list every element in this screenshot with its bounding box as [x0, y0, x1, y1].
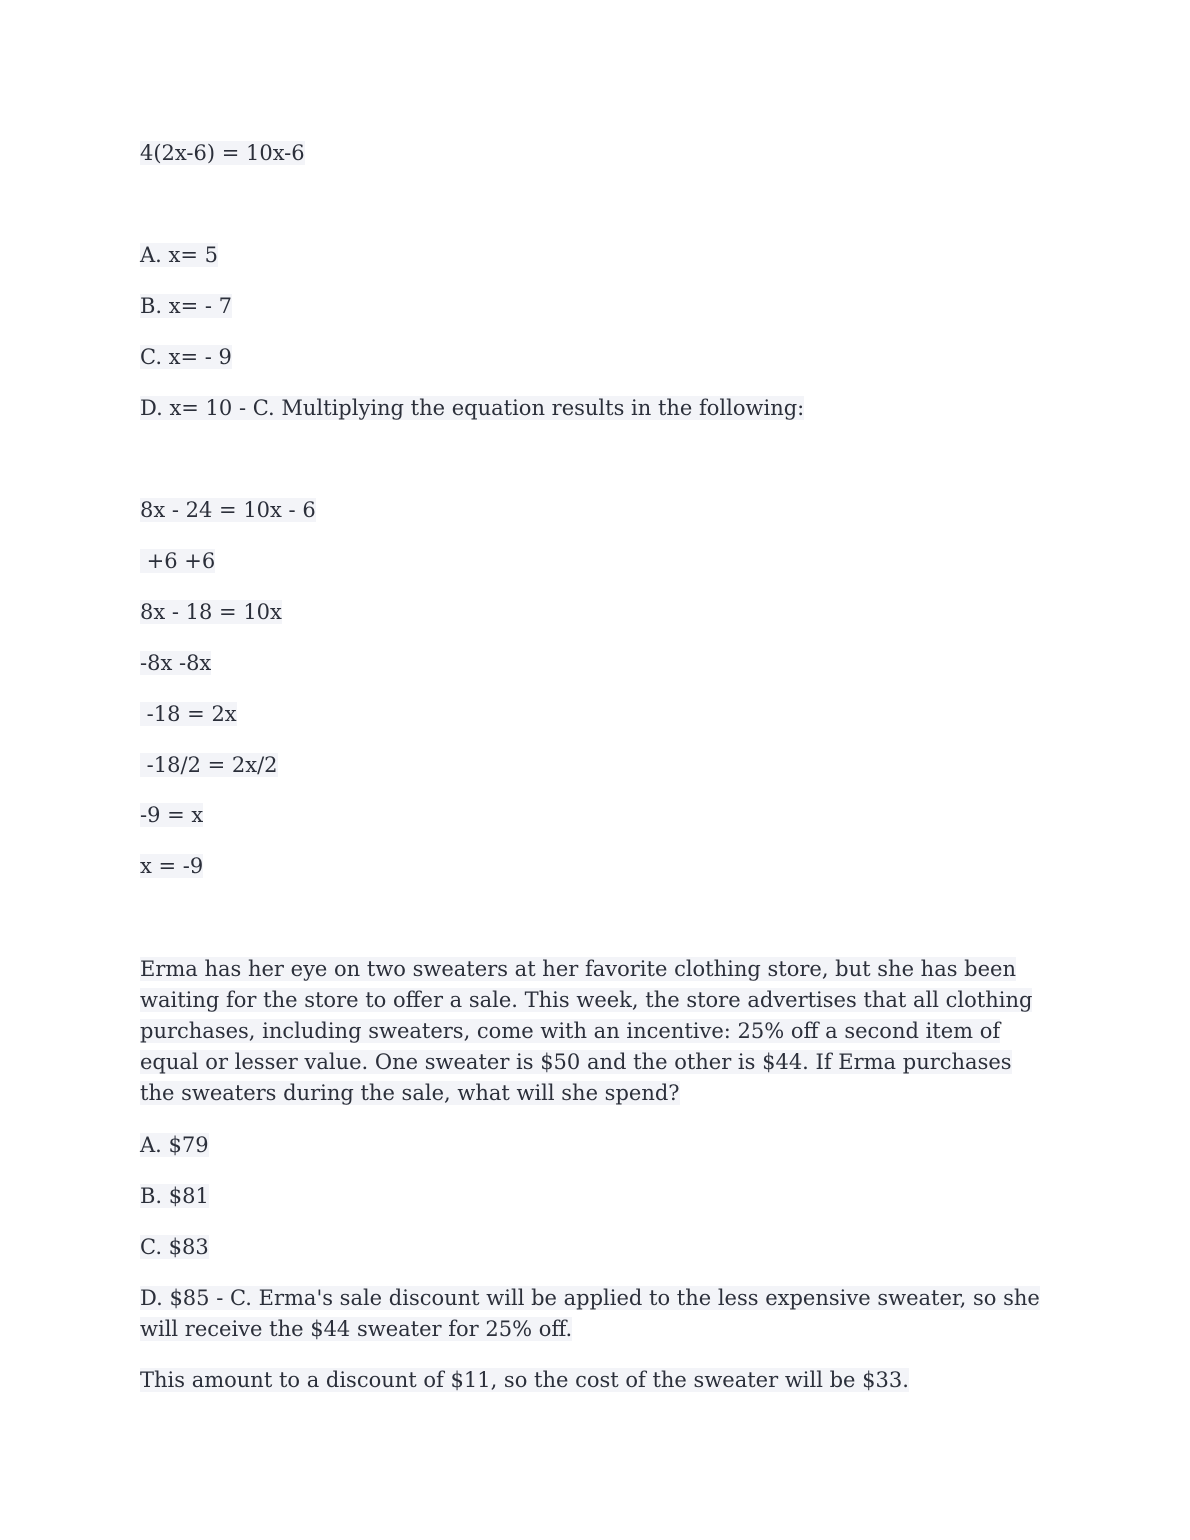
question2-explanation: This amount to a discount of $11, so the cost of the sweater will be $33.: [140, 1368, 909, 1392]
question2-prompt: Erma has her eye on two sweaters at her favorite clothing store, but she has been waiting for the store to offer a sale. This week, the store advertises that all clothing purchases, including sweaters, come with an incentive: 25% off a second item of equal or lesser value. One sweater is $50 and the other is $44. If Erma purchases the sweaters during the sale, what will she spend?: [140, 957, 1033, 1105]
solution-step-8: x = -9: [140, 854, 204, 878]
solution-step-5: -18 = 2x: [140, 702, 237, 726]
solution-step-4: -8x -8x: [140, 651, 212, 675]
question1-option-b: B. x= - 7: [140, 294, 233, 318]
question1-option-a: A. x= 5: [140, 243, 218, 267]
solution-step-7: -9 = x: [140, 803, 204, 827]
solution-step-6: -18/2 = 2x/2: [140, 753, 278, 777]
solution-step-1: 8x - 24 = 10x - 6: [140, 498, 316, 522]
solution-step-3: 8x - 18 = 10x: [140, 600, 282, 624]
question2-option-c: C. $83: [140, 1235, 209, 1259]
question2-option-b: B. $81: [140, 1184, 209, 1208]
question2-option-d: D. $85 - C. Erma's sale discount will be applied to the less expensive sweater, so she will receive the $44 sweater for 25% off.: [140, 1286, 1040, 1341]
question1-equation: 4(2x-6) = 10x-6: [140, 141, 305, 165]
question2-option-a: A. $79: [140, 1133, 209, 1157]
question1-option-c: C. x= - 9: [140, 345, 232, 369]
solution-step-2: +6 +6: [140, 549, 216, 573]
question1-option-d: D. x= 10 - C. Multiplying the equation results in the following:: [140, 396, 805, 420]
